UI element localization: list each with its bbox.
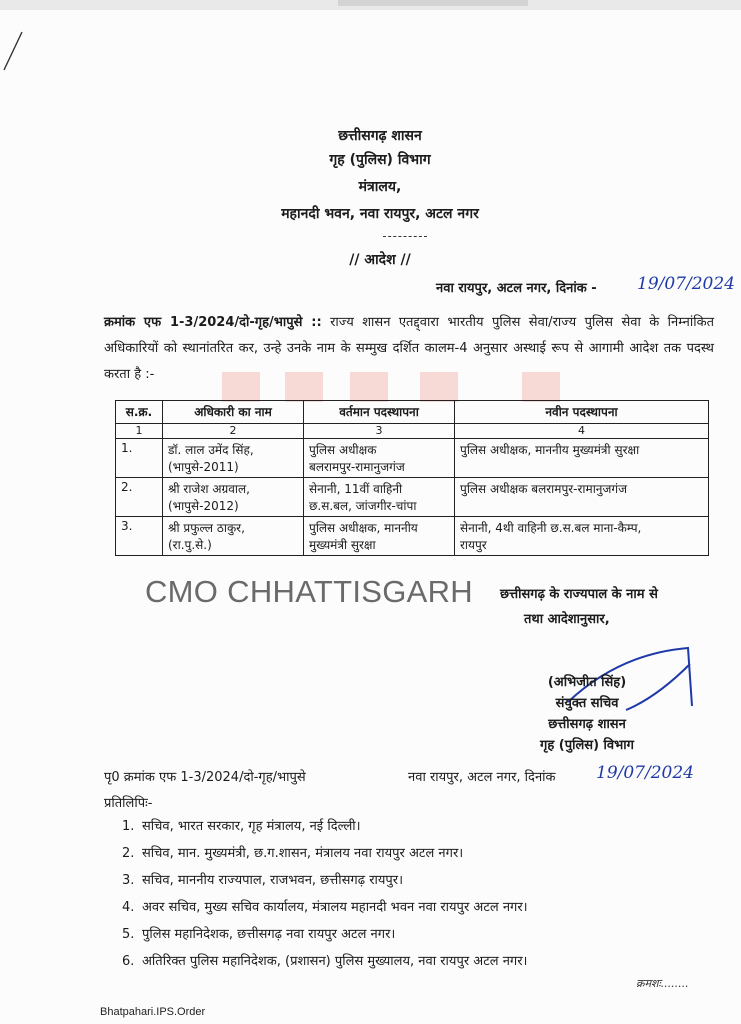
serial-cell: 2. xyxy=(116,478,163,517)
column-header: अधिकारी का नाम xyxy=(163,401,304,424)
officer-service: (रा.पु.से.) xyxy=(168,538,212,552)
list-item xyxy=(122,896,528,923)
signatory-government: छत्तीसगढ़ शासन xyxy=(548,717,626,732)
place-date-label: नवा रायपुर, अटल नगर, दिनांक - xyxy=(436,281,597,296)
column-header: स.क्र. xyxy=(116,401,163,424)
list-number: 4. xyxy=(122,900,135,915)
scan-top-border-dark xyxy=(338,0,528,6)
watermark-logo-block xyxy=(522,372,560,402)
header-line-2: गृह (पुलिस) विभाग xyxy=(329,152,431,168)
current-posting-line: बलरामपुर-रामानुजगंज xyxy=(309,460,405,474)
column-number: 2 xyxy=(163,424,304,439)
order-title: // आदेश // xyxy=(349,252,411,268)
list-number: 3. xyxy=(122,873,135,888)
column-header: वर्तमान पदस्थापना xyxy=(304,401,455,424)
column-number: 1 xyxy=(116,424,163,439)
officer-name: डॉ. लाल उमेंद सिंह, xyxy=(168,443,254,457)
list-item xyxy=(122,950,528,977)
copy-place-date-label: नवा रायपुर, अटल नगर, दिनांक xyxy=(408,770,556,785)
recipient-text: अवर सचिव, मुख्य सचिव कार्यालय, मंत्रालय महानदी भवन नवा रायपुर अटल नगर। xyxy=(142,900,528,915)
officer-cell xyxy=(163,478,304,517)
signatory-name: (अभिजीत सिंह) xyxy=(547,675,627,690)
table-header-row xyxy=(116,401,709,424)
signatory-designation: संयुक्त सचिव xyxy=(555,696,619,711)
new-posting-cell xyxy=(455,517,709,556)
governor-line-2: तथा आदेशानुसार, xyxy=(524,612,610,627)
column-header: नवीन पदस्थापना xyxy=(455,401,709,424)
new-posting-line: सेनानी, 4थी वाहिनी छ.स.बल माना-कैम्प, xyxy=(460,521,642,535)
current-posting-line: मुख्यमंत्री सुरक्षा xyxy=(309,538,376,552)
pen-mark-icon xyxy=(2,30,24,74)
recipient-text: पुलिस महानिदेशक, छत्तीसगढ़ नवा रायपुर अटल नगर। xyxy=(142,927,396,942)
watermark-logo-block xyxy=(285,372,323,402)
officer-cell xyxy=(163,517,304,556)
list-item xyxy=(122,842,528,869)
order-paragraph xyxy=(104,310,714,388)
column-number: 4 xyxy=(455,424,709,439)
list-number: 6. xyxy=(122,954,135,969)
officer-service: (भापुसे-2011) xyxy=(168,460,239,474)
list-number: 5. xyxy=(122,927,135,942)
current-posting-line: पुलिस अधीक्षक, माननीय xyxy=(309,521,418,535)
header-divider xyxy=(383,236,427,237)
current-posting-cell xyxy=(304,478,455,517)
officer-name: श्री राजेश अग्रवाल, xyxy=(168,482,250,496)
current-posting-line: सेनानी, 11वीं वाहिनी xyxy=(309,482,403,496)
officer-service: (भापुसे-2012) xyxy=(168,499,239,513)
new-posting-cell xyxy=(455,478,709,517)
column-number: 3 xyxy=(304,424,455,439)
new-posting-line: पुलिस अधीक्षक बलरामपुर-रामानुजगंज xyxy=(460,482,628,496)
serial-cell: 1. xyxy=(116,439,163,478)
copy-order-number: पृ0 क्रमांक एफ 1-3/2024/दो-गृह/भापुसे xyxy=(104,770,306,785)
officer-cell xyxy=(163,439,304,478)
table-row xyxy=(116,478,709,517)
order-text: राज्य शासन एतद्द्वारा भारतीय पुलिस सेवा/राज्य पुलिस सेवा के निम्नांकित अधिकारियों को स्थानांतरित कर, उन्हे उनके नाम के सम्मुख दर्शित कालम-4 अनुसार अस्थाई रूप से आगामी आदेश तक पदस्थ करता है :- xyxy=(104,315,714,382)
current-posting-cell xyxy=(304,439,455,478)
governor-line-1: छत्तीसगढ़ के राज्यपाल के नाम से xyxy=(500,587,658,602)
column-number-row xyxy=(116,424,709,439)
copy-recipient-list xyxy=(122,815,528,977)
list-item xyxy=(122,815,528,842)
signatory-department: गृह (पुलिस) विभाग xyxy=(540,738,634,753)
order-number: क्रमांक एफ 1-3/2024/दो-गृह/भापुसे :: xyxy=(104,315,322,330)
header-line-3: मंत्रालय, xyxy=(358,179,402,195)
signatory-block xyxy=(522,672,652,756)
recipient-text: सचिव, मान. मुख्यमंत्री, छ.ग.शासन, मंत्रालय नवा रायपुर अटल नगर। xyxy=(142,846,464,861)
list-item xyxy=(122,923,528,950)
current-posting-line: पुलिस अधीक्षक xyxy=(309,443,377,457)
transfer-table xyxy=(115,400,709,556)
table-row xyxy=(116,517,709,556)
watermark-text: CMO CHHATTISGARH xyxy=(145,574,473,609)
recipient-text: सचिव, माननीय राज्यपाल, राजभवन, छत्तीसगढ़ रायपुर। xyxy=(142,873,404,888)
officer-name: श्री प्रफुल्ल ठाकुर, xyxy=(168,521,245,535)
serial-cell: 3. xyxy=(116,517,163,556)
watermark-logo-block xyxy=(350,372,388,402)
new-posting-line: रायपुर xyxy=(460,538,487,552)
footer-source: Bhatpahari.IPS.Order xyxy=(100,1006,206,1018)
watermark-logo-block xyxy=(222,372,260,402)
new-posting-line: पुलिस अधीक्षक, माननीय मुख्यमंत्री सुरक्षा xyxy=(460,443,640,457)
header-line-4: महानदी भवन, नवा रायपुर, अटल नगर xyxy=(281,206,479,222)
list-item xyxy=(122,869,528,896)
current-posting-line: छ.स.बल, जांजगीर-चांपा xyxy=(309,499,417,513)
copy-handwritten-date: 19/07/2024 xyxy=(596,763,694,783)
list-number: 2. xyxy=(122,846,135,861)
continued-label: क्रमशः........ xyxy=(636,977,689,990)
header-line-1: छत्तीसगढ़ शासन xyxy=(338,128,422,144)
copy-to-heading: प्रतिलिपिः- xyxy=(104,796,153,811)
handwritten-date: 19/07/2024 xyxy=(637,274,735,294)
watermark-logo-block xyxy=(420,372,458,402)
recipient-text: सचिव, भारत सरकार, गृह मंत्रालय, नई दिल्ली। xyxy=(142,819,361,834)
list-number: 1. xyxy=(122,819,135,834)
current-posting-cell xyxy=(304,517,455,556)
recipient-text: अतिरिक्त पुलिस महानिदेशक, (प्रशासन) पुलिस मुख्यालय, नवा रायपुर अटल नगर। xyxy=(142,954,528,969)
table-row xyxy=(116,439,709,478)
new-posting-cell xyxy=(455,439,709,478)
